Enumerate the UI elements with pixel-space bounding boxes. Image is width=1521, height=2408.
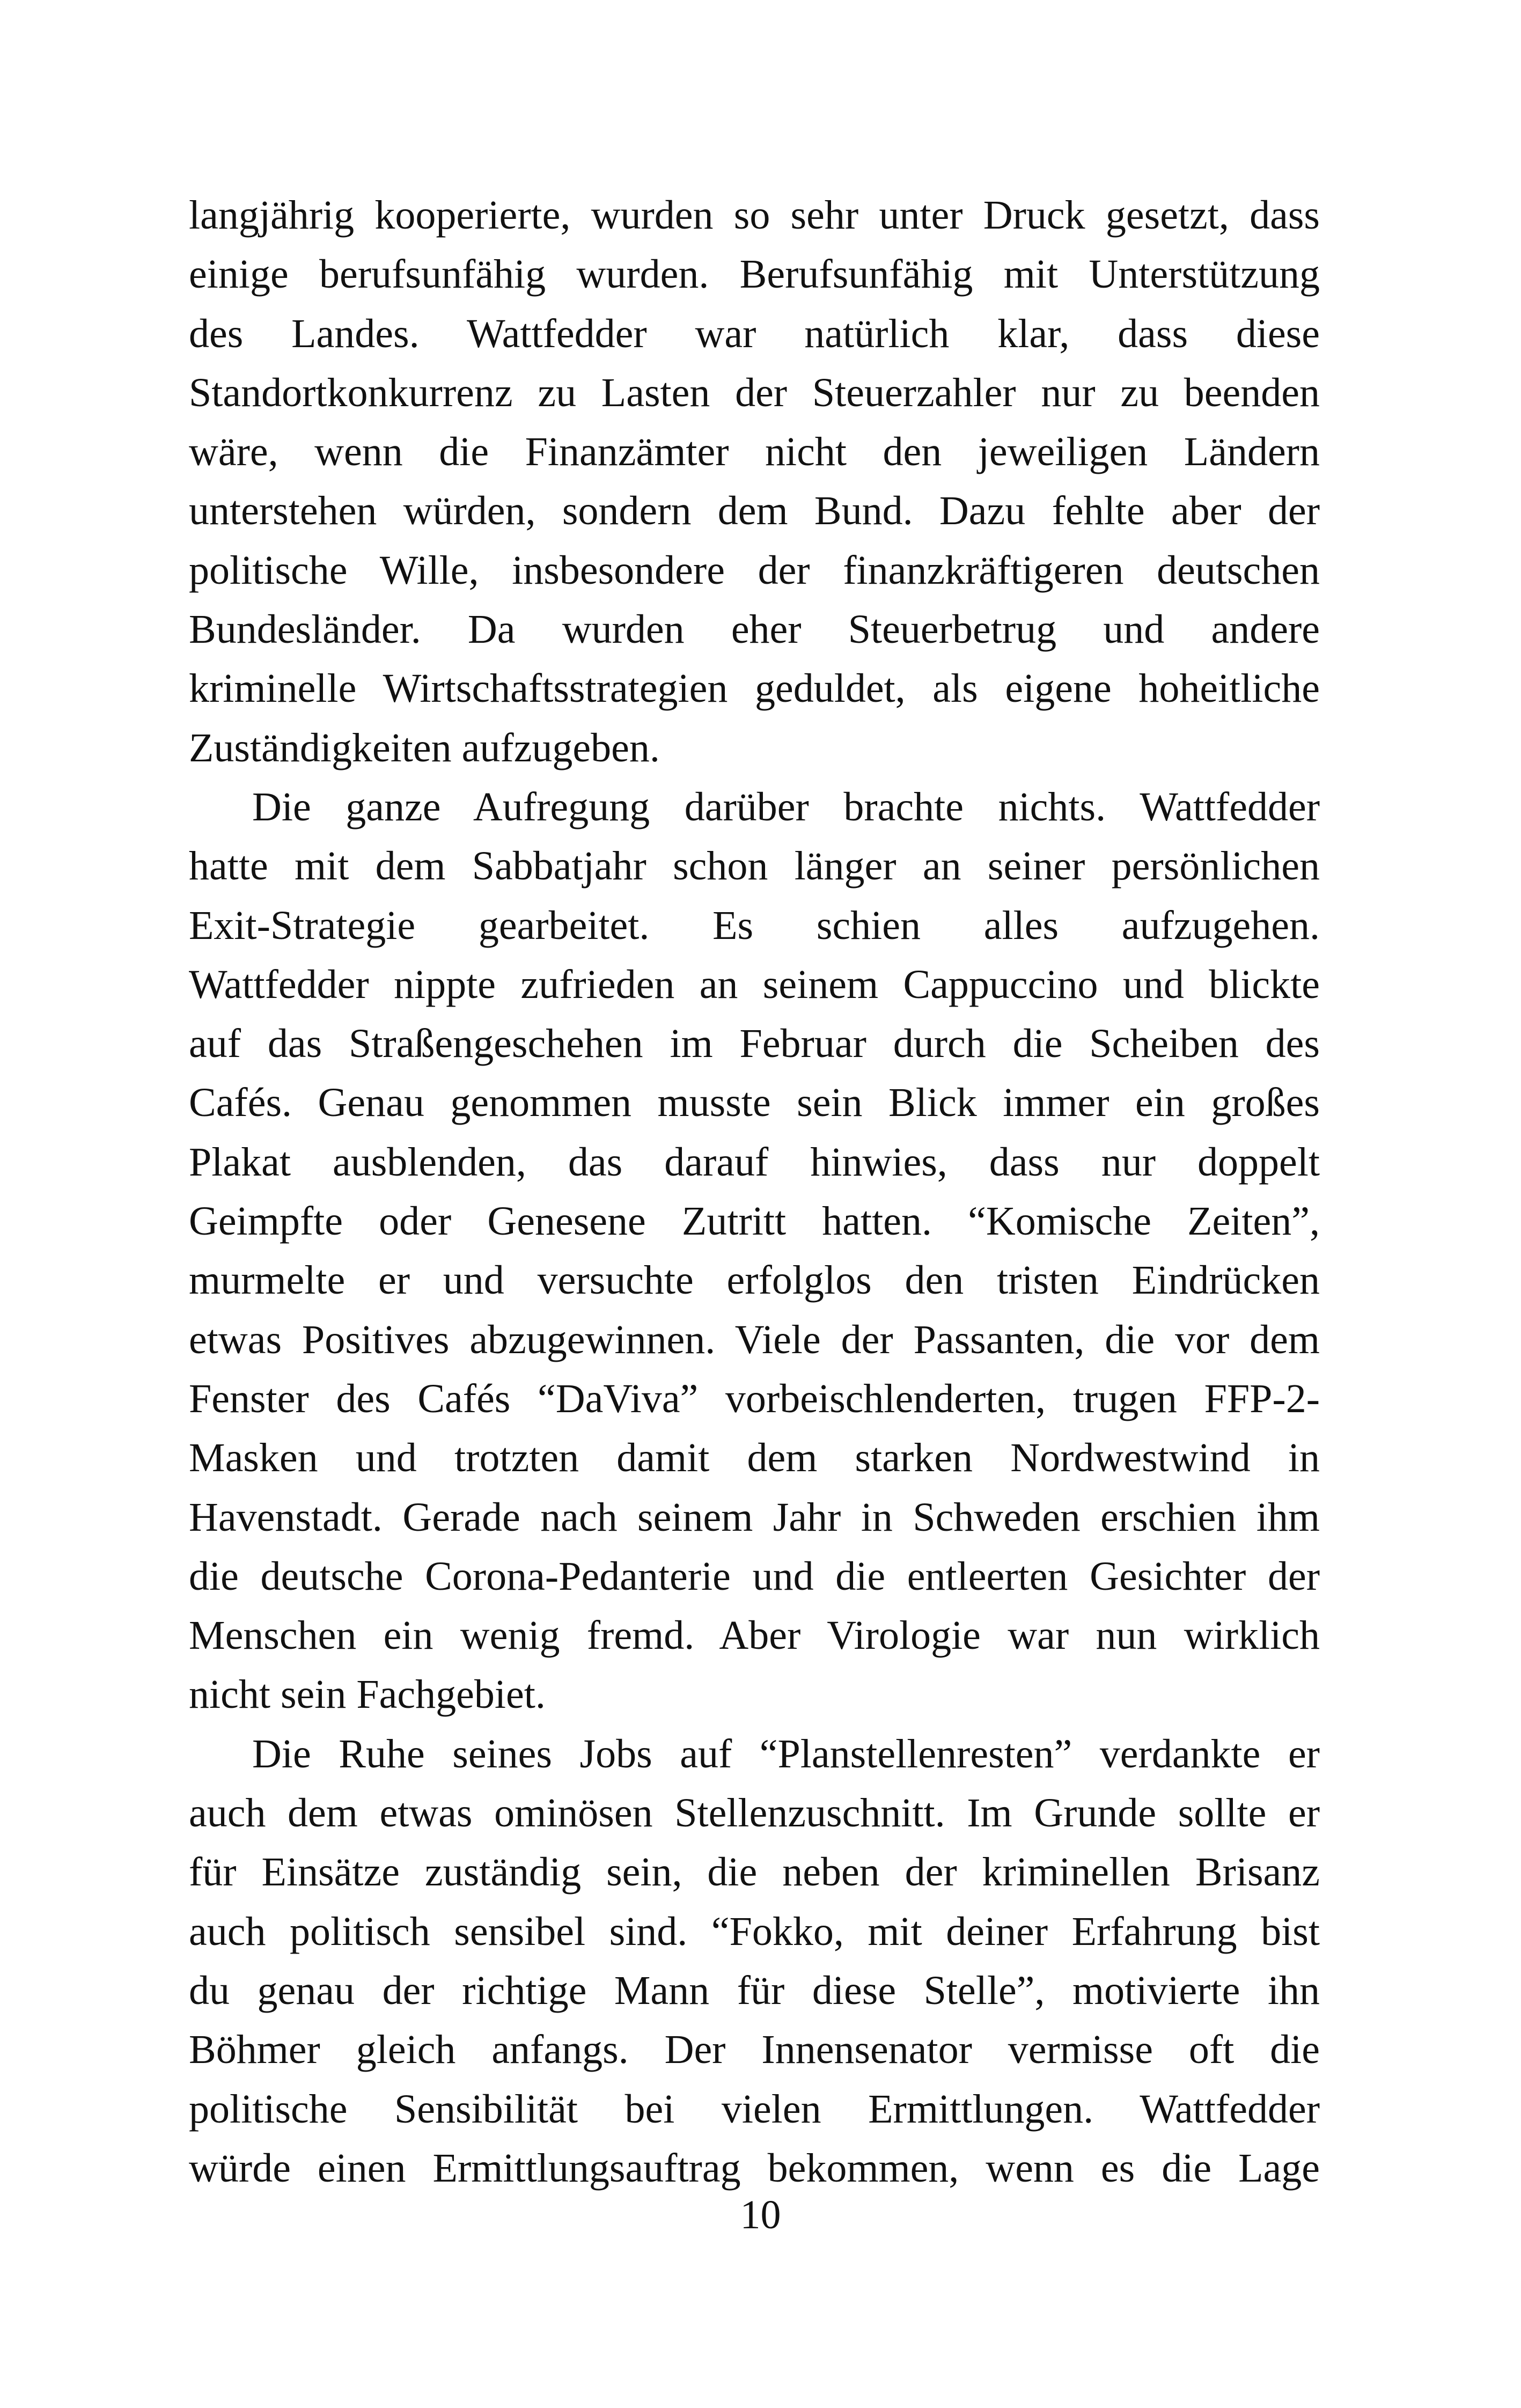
text-line: langjährig kooperierte, wurden so sehr unter Druck gesetzt, dass [189,193,1320,238]
text-line: auch dem etwas ominösen Stellenzuschnitt. Im Grunde sollte er [189,1790,1320,1836]
text-line: Zuständigkeiten aufzugeben. [189,725,660,770]
text-line: Plakat ausblenden, das darauf hinwies, dass nur doppelt [189,1139,1320,1185]
text-line: Exit-Strategie gearbeitet. Es schien alles aufzugehen. [189,902,1320,948]
text-line: Masken und trotzten damit dem starken Nordwestwind in [189,1435,1320,1481]
text-line: die deutsche Corona-Pedanterie und die entleerten Gesichter der [189,1553,1320,1599]
text-line: etwas Positives abzugewinnen. Viele der Passanten, die vor dem [189,1317,1320,1362]
text-line: politische Wille, insbesondere der finanzkräftigeren deutschen [189,547,1320,593]
text-line: Böhmer gleich anfangs. Der Innensenator vermisse oft die [189,2027,1320,2073]
text-line: auf das Straßengeschehen im Februar durch die Scheiben des [189,1021,1320,1067]
text-line: politische Sensibilität bei vielen Ermittlungen. Wattfedder [189,2086,1320,2132]
text-line: auch politisch sensibel sind. “Fokko, mit deiner Erfahrung bist [189,1908,1320,1954]
text-line: unterstehen würden, sondern dem Bund. Dazu fehlte aber der [189,488,1320,534]
text-line: murmelte er und versuchte erfolglos den tristen Eindrücken [189,1258,1320,1303]
text-line: Wattfedder nippte zufrieden an seinem Cappuccino und blickte [189,961,1320,1007]
page-number: 10 [740,2192,781,2237]
text-line: wäre, wenn die Finanzämter nicht den jeweiligen Ländern [189,429,1320,475]
text-line: nicht sein Fachgebiet. [189,1672,546,1717]
text-line: Havenstadt. Gerade nach seinem Jahr in Schweden erschien ihm [189,1494,1320,1540]
text-line: Standortkonkurrenz zu Lasten der Steuerzahler nur zu beenden [189,370,1320,415]
text-line: einige berufsunfähig wurden. Berufsunfähig mit Unterstützung [189,252,1320,297]
text-line: Cafés. Genau genommen musste sein Blick immer ein großes [189,1080,1320,1126]
text-line: kriminelle Wirtschaftsstrategien geduldet, als eigene hoheitliche [189,666,1320,711]
text-line: würde einen Ermittlungsauftrag bekommen, wenn es die Lage [189,2145,1320,2191]
text-line: für Einsätze zuständig sein, die neben der kriminellen Brisanz [189,1849,1320,1895]
body-text [189,186,1320,2198]
text-line: hatte mit dem Sabbatjahr schon länger an seiner persönlichen [189,843,1320,889]
text-line: du genau der richtige Mann für diese Stelle”, motivierte ihn [189,1967,1320,2013]
text-line: Die Ruhe seines Jobs auf “Planstellenresten” verdankte er [252,1731,1320,1776]
text-line: Geimpfte oder Genesene Zutritt hatten. “Komische Zeiten”, [189,1199,1320,1244]
text-line: Menschen ein wenig fremd. Aber Virologie war nun wirklich [189,1613,1320,1658]
text-line: des Landes. Wattfedder war natürlich klar, dass diese [189,311,1320,356]
text-line: Fenster des Cafés “DaViva” vorbeischlenderten, trugen FFP-2- [189,1376,1320,1421]
text-line: Die ganze Aufregung darüber brachte nichts. Wattfedder [252,784,1320,829]
text-line: Bundesländer. Da wurden eher Steuerbetrug und andere [189,607,1320,652]
